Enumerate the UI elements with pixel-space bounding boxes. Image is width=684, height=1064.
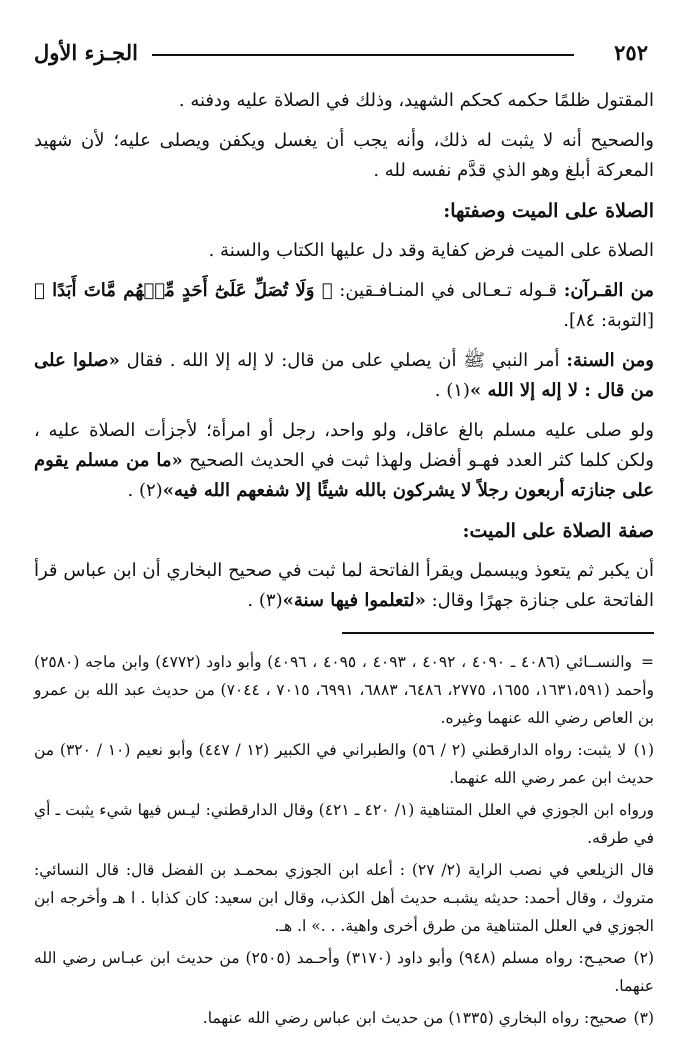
footnote-2-text: صحيـح: رواه مسلم (٩٤٨) وأبو داود (٣١٧٠) وأحـمد (٢٥٠٥) من حديث ابن عبـاس رضي الله عنهما. xyxy=(34,949,654,995)
hadith-quote-1: «صلوا على من قال : لا إله إلا الله » xyxy=(34,350,654,401)
paragraph-3: الصلاة على الميت فرض كفاية وقد دل عليها الكتاب والسنة . xyxy=(208,240,654,261)
section-heading-1: الصلاة على الميت وصفتها: xyxy=(443,200,654,222)
footnote-1-part-b: ورواه ابن الجوزي في العلل المتناهية (١/ ٤٢٠ ـ ٤٢١) وقال الدارقطني: ليـس فيها شيء يثبت ـ أي في طرقه. xyxy=(34,801,654,847)
hadith-quote-2: «ما من مسلم يقوم على جنازته أربعون رجلاً لا يشركون بالله شيئًا إلا شفعهم الله فيه» xyxy=(34,450,654,501)
quran-reference: [التوبة: ٨٤]. xyxy=(563,310,654,331)
header-rule xyxy=(152,54,574,56)
footnote-separator-wrap xyxy=(34,632,654,634)
footnote-2 xyxy=(34,944,654,1000)
quran-intro: قـوله تـعـالى في المنـافـقين: xyxy=(332,280,564,301)
running-title: الجـزء الأول xyxy=(34,40,138,65)
footnote-ref-2: (٢) . xyxy=(127,480,163,501)
footnote-3-mark: (٣) xyxy=(633,1009,654,1027)
paragraph-6-text: ولو صلى عليه مسلم بالغ عاقل، ولو واحد، رجل أو امرأة؛ لأجزأت الصلاة عليه ، ولكن كلما كثر العدد فهـو أفضل ولهذا ثبت في الحديث الصحيح xyxy=(34,420,654,471)
footnote-1-mark: (١) xyxy=(633,741,655,759)
footnote-3 xyxy=(34,1004,654,1032)
paragraph-2: والصحيح أنه لا يثبت له ذلك، وأنه يجب أن يغسل ويكفن ويصلى عليه؛ لأن شهيد المعركة أبلغ وهو الذي قدَّم نفسه لله . xyxy=(34,130,654,181)
footnote-ref-1: (١) . xyxy=(434,380,470,401)
main-text xyxy=(34,86,654,626)
paragraph-6 xyxy=(34,416,654,506)
paragraph-7 xyxy=(34,556,654,616)
footnote-3-text: صحيح: رواه البخاري (١٣٣٥) من حديث ابن عباس رضي الله عنهما. xyxy=(202,1009,628,1027)
footnote-2-mark: (٢) xyxy=(633,949,654,967)
continuation-mark: = xyxy=(641,653,655,671)
hadith-quote-3: «لتعلموا فيها سنة» xyxy=(282,590,426,611)
footnote-1 xyxy=(34,736,654,792)
footnote-separator xyxy=(342,632,654,634)
quran-verse: ﴿ وَلَا تُصَلِّ عَلَىٰٓ أَحَدٍ مِّنۡهُم مَّاتَ أَبَدًا ﴾ xyxy=(34,280,333,301)
continuation-text: والنســائي (٤٠٨٦ ـ ٤٠٩٠ ، ٤٠٩٢ ، ٤٠٩٣ ، ٤٠٩٥ ، ٤٠٩٦) وأبو داود (٤٧٧٢) وابن ماجه (٢٥٨٠) وأحمد (١٦٣١،٥٩١، ١٦٥٥، ٢٧٧٥، ٦٤٨٦، ٦٨٨٣، ٦٩٩١، ٧٠١٥ ، ٧٠٤٤) من حديث عبد الله بن عمرو بن العاص رضي الله عنهما وغيره. xyxy=(34,653,654,727)
sunnah-lead: ومن السنة: xyxy=(566,350,654,371)
sunnah-text: أمر النبي ﷺ أن يصلي على من قال: لا إله إلا الله . فقال xyxy=(119,350,567,371)
paragraph-7-text: أن يكبر ثم يتعوذ ويبسمل ويقرأ الفاتحة لما ثبت في صحيح البخاري أن ابن عباس قرأ الفاتحة على جنازة جهرًا وقال: xyxy=(34,560,654,611)
paragraph-1: المقتول ظلمًا حكمه كحكم الشهيد، وذلك في الصلاة عليه ودفنه . xyxy=(178,90,654,111)
quran-lead: من القـرآن: xyxy=(563,280,654,301)
footnote-ref-3: (٣) . xyxy=(247,590,283,611)
footnote-continuation xyxy=(34,648,654,732)
page-number: ٢٥٢ xyxy=(614,40,648,65)
footnote-1-text: لا يثبت: رواه الدارقطني (٢ / ٥٦) والطبراني في الكبير (١٢ / ٤٤٧) وأبو نعيم (١٠ / ٣٢٠) من حديث ابن عمر رضي الله عنهما. xyxy=(34,741,654,787)
paragraph-4 xyxy=(34,276,654,336)
footnote-1-part-c: قال الزيلعي في نصب الراية (٢/ ٢٧) : أعله ابن الجوزي بمحمـد بن الفضل قال: قال النسائي: متروك ، وقال أحمد: حديثه يشبـه حديث أهل الكذب، وقال ابن سعيد: كان كذابا . ا هـ وأخرجه ابن الجوزي في العلل المتناهية من طرق أخرى واهية. . .» ا. هـ. xyxy=(34,861,654,935)
page-header xyxy=(34,40,654,70)
section-heading-2: صفة الصلاة على الميت: xyxy=(462,520,654,542)
footnotes xyxy=(34,648,654,1036)
paragraph-5 xyxy=(34,346,654,406)
